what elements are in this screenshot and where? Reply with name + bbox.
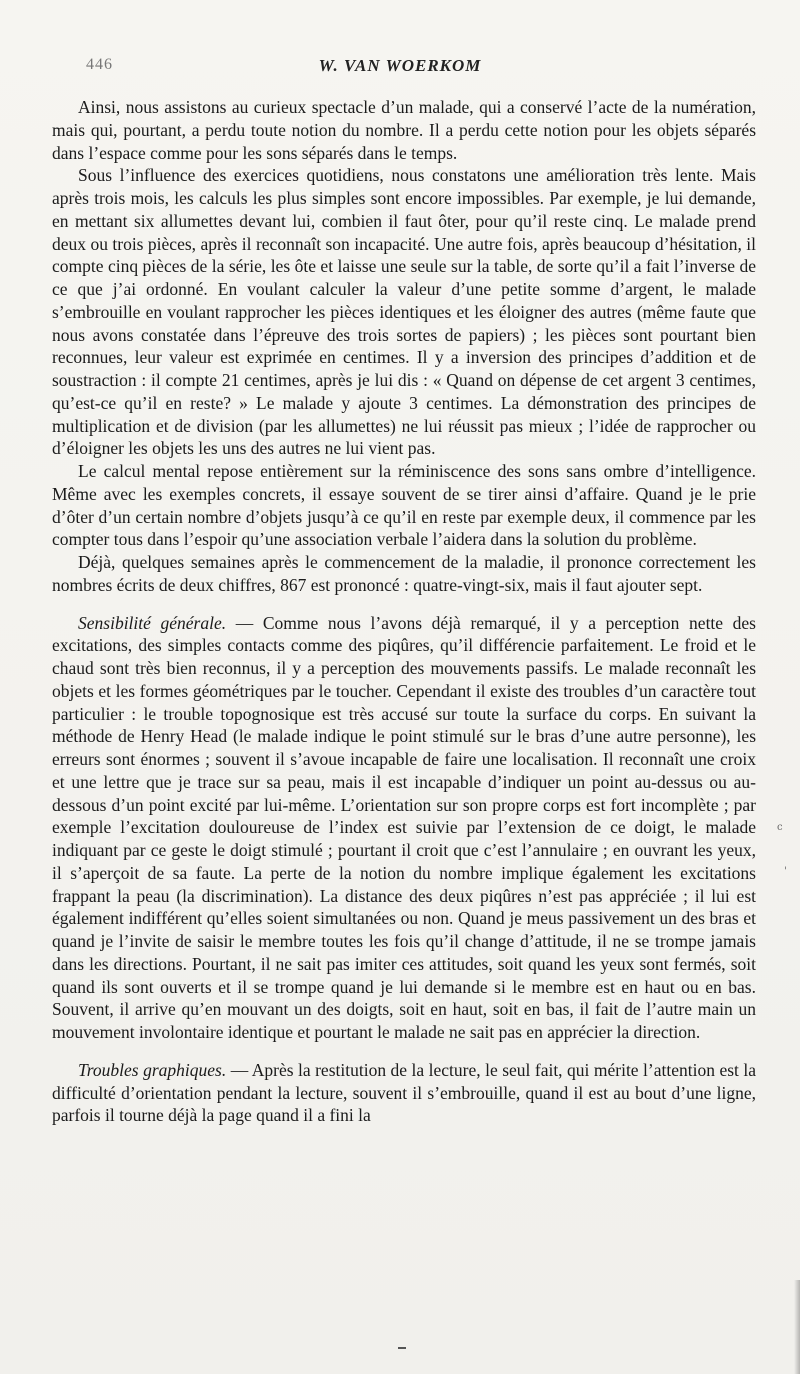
footer-dash bbox=[398, 1347, 406, 1349]
margin-mark: c bbox=[777, 822, 783, 833]
paragraph bbox=[52, 551, 756, 597]
paragraph-text: Déjà, quelques semaines après le commencement de la maladie, il prononce correctement les nombres écrits de deux chiffres, 867 est prononcé : quatre-vingt-six, mais il faut ajouter sept. bbox=[52, 552, 756, 595]
page-edge-shadow bbox=[794, 1280, 800, 1374]
paragraph-text: — Comme nous l’avons déjà remarqué, il y a perception nette des excitations, des simples contacts comme des piqûres, qu’il différencie parfaitement. Le froid et le chaud sont très bien reconnus, il y a perception des mouvements passifs. Le malade reconnaît les objets et les formes géométriques par le toucher. Cependant il existe des troubles d’un caractère tout particulier : le trouble topognosique est très accusé sur toute la surface du corps. En suivant la méthode de Henry Head (le malade indique le point stimulé sur le bras d’une autre personne), les erreurs sont énormes ; souvent il s’avoue incapable de faire une localisation. Il reconnaît une croix et une lettre que je trace sur sa peau, mais il est incapable d’indiquer un point au-dessus ou au-dessous d’un point excité par lui-même. L’orientation sur son propre corps est fort incomplète ; par exemple l’excitation douloureuse de l’index est suivie par l’extension de ce doigt, le malade indiquant par ce geste le doigt stimulé ; pourtant il croit que c’est l’annulaire ; en ouvrant les yeux, il s’aperçoit de sa faute. La perte de la notion du nombre implique également les excitations frappant la peau (la discrimination). La distance des deux piqûres n’est pas appréciée ; il lui est également indifférent qu’elles soient simultanées ou non. Quand je meus passivement un des bras et quand je l’invite de saisir le membre toutes les fois qu’il change d’attitude, il ne se trompe jamais dans les directions. Pourtant, il ne sait pas imiter ces attitudes, soit quand les yeux sont fermés, soit quand ils sont ouverts et il se trompe quand je lui demande si le membre est en haut ou en bas. Souvent, il arrive qu’en mouvant un des doigts, soit en haut, soit en bas, il fait de l’autre main un mouvement involontaire identique et pourtant le malade ne sait pas en apprécier la direction. bbox=[52, 612, 756, 1042]
section-heading: Sensibilité générale. bbox=[78, 612, 227, 633]
paragraph-text: Ainsi, nous assistons au curieux spectacle d’un malade, qui a conservé l’acte de la numération, mais qui, pourtant, a perdu toute notion du nombre. Il a perdu cette notion pour les objets séparés dans l’espace comme pour les sons séparés dans le temps. bbox=[52, 97, 756, 163]
section-heading: Troubles graphiques. bbox=[78, 1059, 227, 1080]
paragraph-text: Sous l’influence des exercices quotidiens, nous constatons une amélioration très lente. Mais après trois mois, les calculs les plus simples sont encore impossibles. Par exemple, je lui demande, en mettant six allumettes devant lui, combien il faut ôter, pour qu’il reste cinq. Le malade prend deux ou trois pièces, après il reconnaît son incapacité. Une autre fois, après beaucoup d’hésitation, il compte cinq pièces de la série, les ôte et laisse une seule sur la table, de sorte qu’il a fait l’inverse de ce que j’ai ordonné. En voulant calculer la valeur d’une petite somme d’argent, le malade s’embrouille en voulant rapprocher les pièces identiques et les éloigner des autres (même faute que nous avons constatée dans l’épreuve des trois sortes de papiers) ; les pièces sont pourtant bien reconnues, leur valeur est exprimée en centimes. Il y a inversion des principes d’addition et de soustraction : il compte 21 centimes, après je lui dis : « Quand on dépense de cet argent 3 centimes, qu’est-ce qu’il en reste? » Le malade y ajoute 3 centimes. La démonstration des principes de multiplication et de division (par les allumettes) ne lui réussit pas mieux ; l’idée de rapprocher ou d’éloigner les objets les uns des autres ne lui vient pas. bbox=[52, 165, 756, 459]
paragraph-troubles bbox=[52, 1059, 756, 1127]
page-number: 446 bbox=[86, 56, 113, 73]
paragraph bbox=[52, 460, 756, 551]
paragraph-sensibilite bbox=[52, 612, 756, 1044]
margin-mark: ' bbox=[784, 866, 787, 877]
paragraph bbox=[52, 164, 756, 460]
body-text bbox=[52, 96, 756, 1127]
running-title: W. VAN WOERKOM bbox=[318, 56, 482, 75]
running-head bbox=[0, 56, 800, 80]
paragraph-text: — Après la restitution de la lecture, le seul fait, qui mérite l’attention est la difficulté d’orientation pendant la lecture, souvent il s’embrouille, quand il est au bout d’une ligne, parfois il tourne déjà la page quand il a fini la bbox=[52, 1059, 756, 1126]
paragraph-text: Le calcul mental repose entièrement sur la réminiscence des sons sans ombre d’intelligence. Même avec les exemples concrets, il essaye souvent de se tirer ainsi d’affaire. Quand je le prie d’ôter d’un certain nombre d’objets jusqu’à ce qu’il en reste par exemple deux, il commence par les compter tous dans l’espoir qu’une association verbale l’aidera dans la solution du problème. bbox=[52, 461, 756, 550]
paragraph bbox=[52, 96, 756, 164]
